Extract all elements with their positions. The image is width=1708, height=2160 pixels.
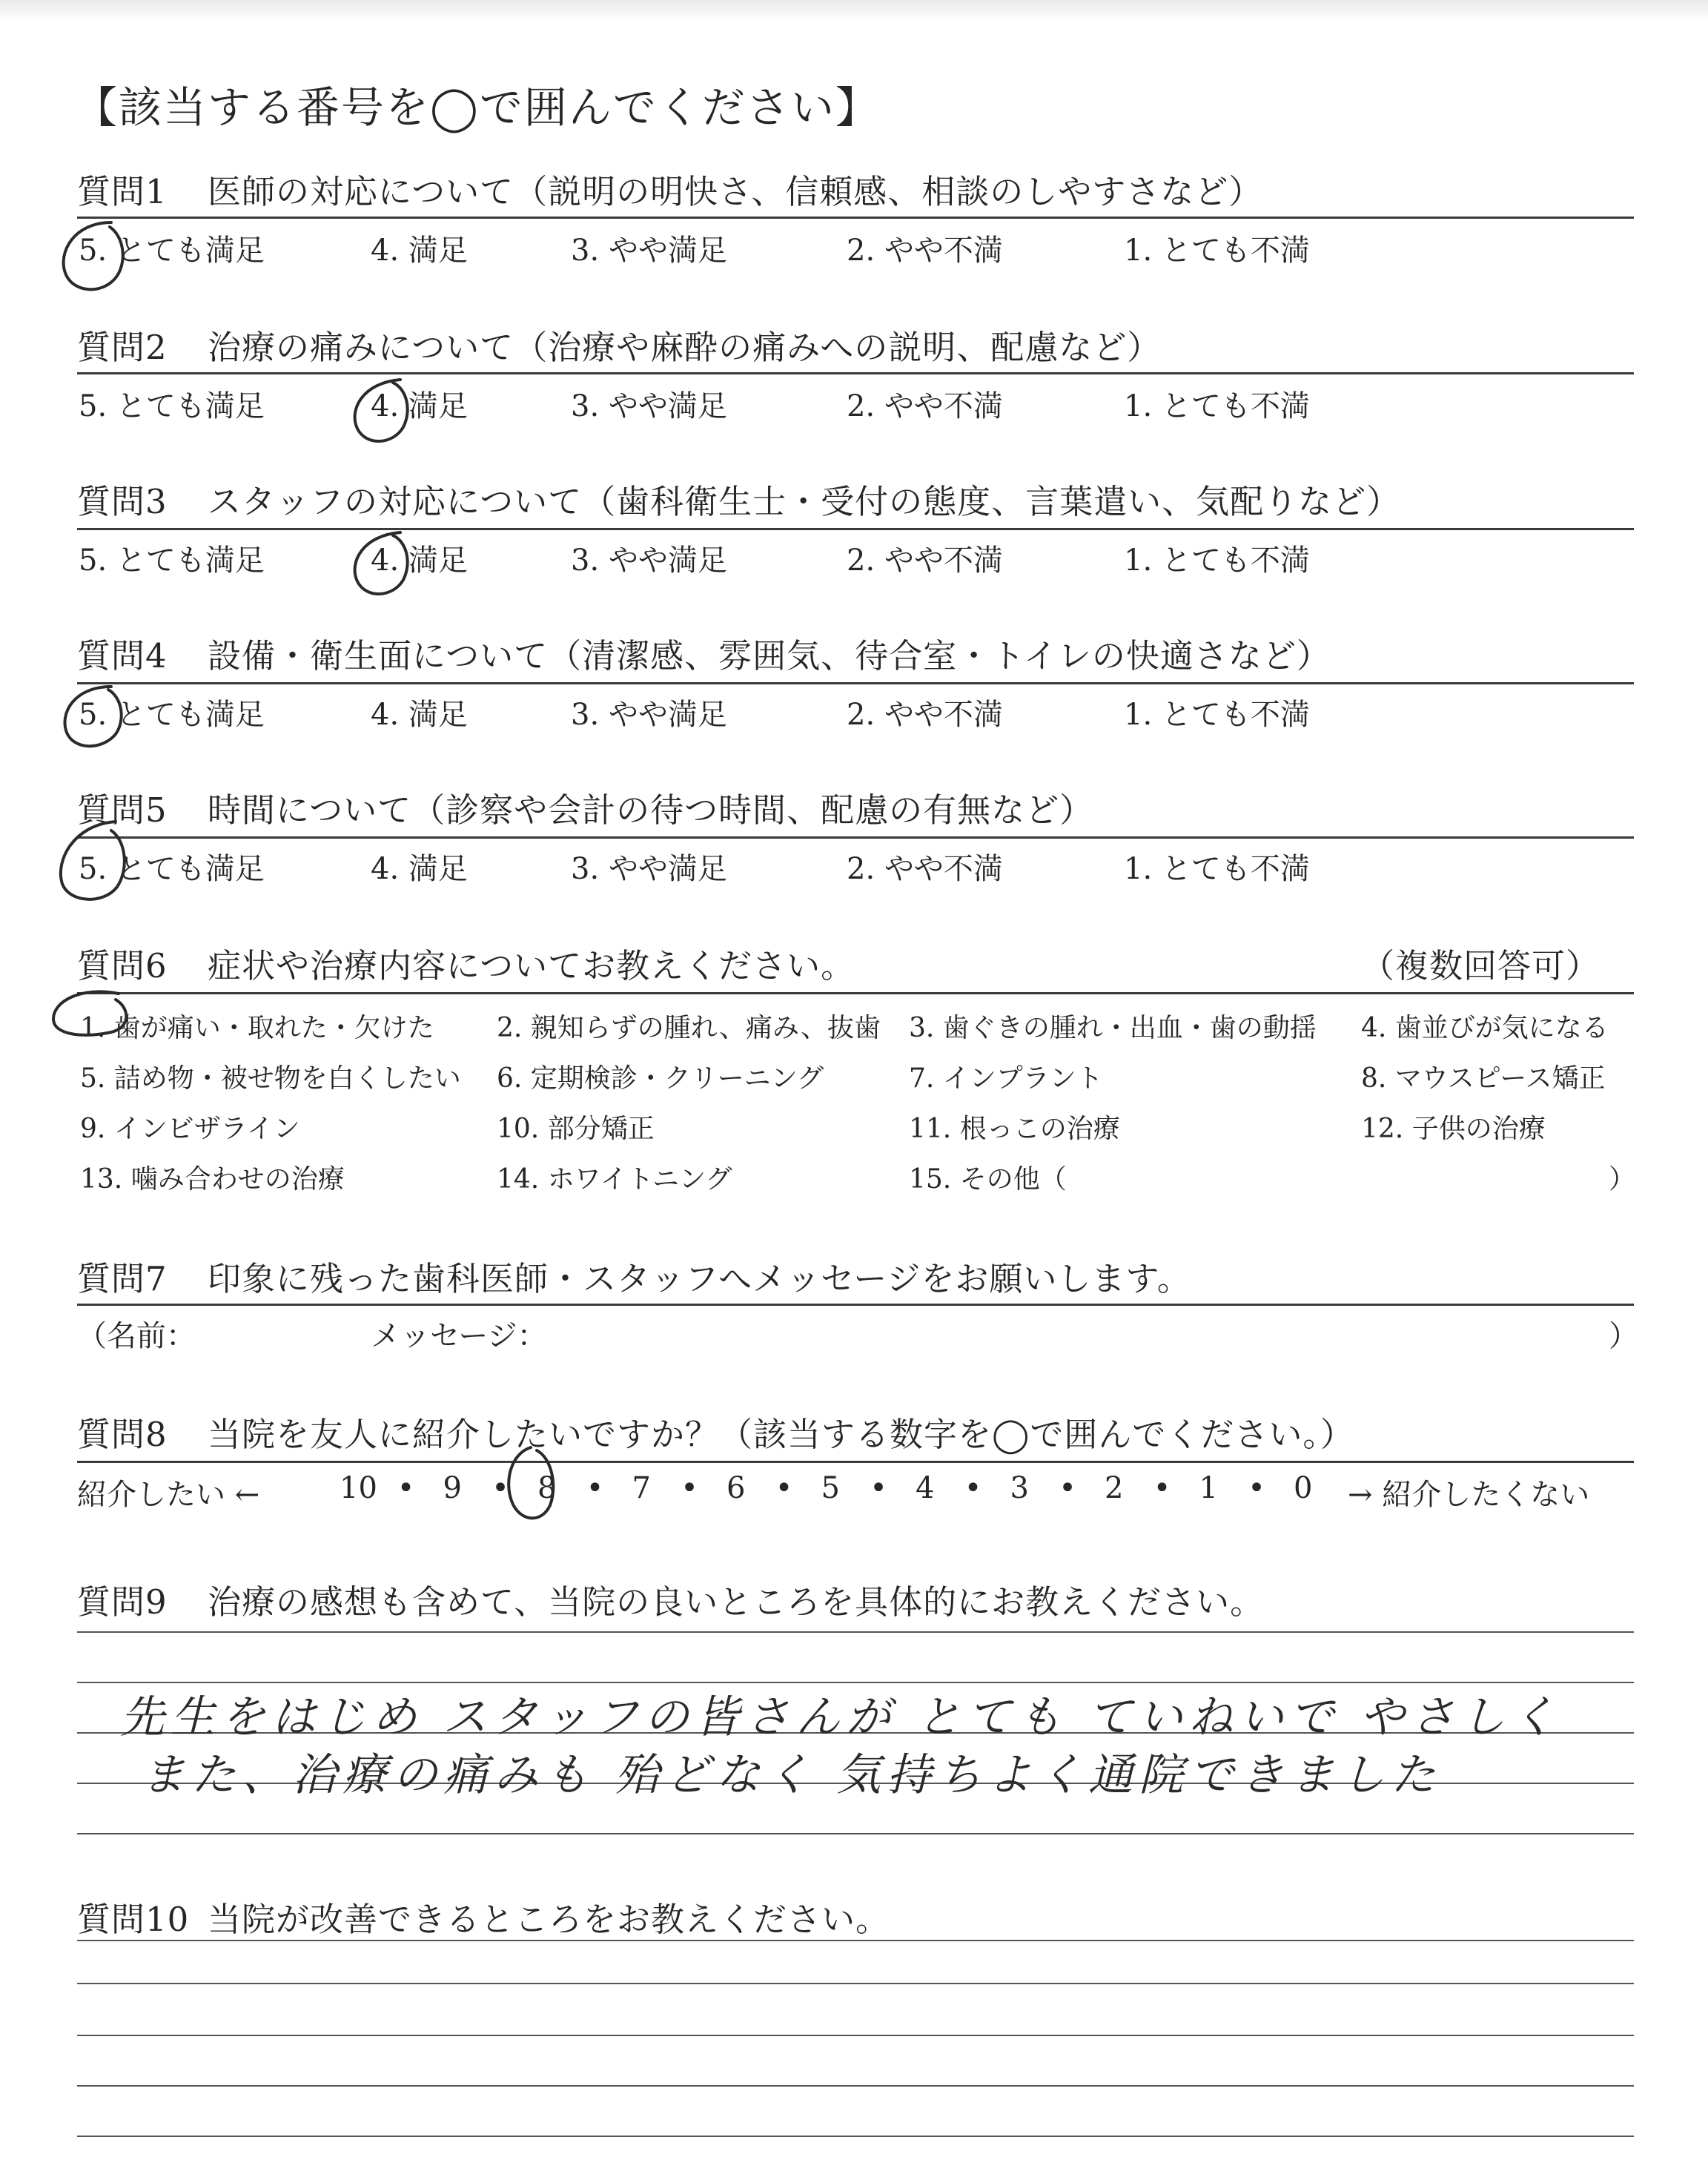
q8-scale-separator: • (775, 1471, 793, 1505)
q3-option-2[interactable]: 2. やや不満 (847, 544, 1003, 578)
q7-close-paren: ） (1609, 1319, 1638, 1353)
q3-text: スタッフの対応について（歯科衛生士・受付の態度、言葉遣い、気配りなど） (208, 482, 1401, 521)
q8-text: 当院を友人に紹介したいですか？（該当する数字を◯で囲んでください。） (208, 1415, 1354, 1454)
q8-scale-separator: • (681, 1471, 698, 1505)
q8-right-label: → 紹介したくない (1348, 1478, 1590, 1512)
q5-option-2[interactable]: 2. やや不満 (847, 852, 1003, 886)
q8-scale-8[interactable]: 8 (537, 1471, 557, 1505)
q8-scale-6[interactable]: 6 (726, 1471, 746, 1505)
q4-option-3[interactable]: 3. やや満足 (571, 698, 727, 732)
q10-text: 当院が改善できるところをお教えください。 (208, 1900, 890, 1939)
q3-number: 質問3 (77, 482, 168, 521)
q9-number: 質問9 (77, 1582, 168, 1622)
q8-selection-circle (509, 1447, 553, 1518)
q6-option-14[interactable]: 14. ホワイトニング (497, 1164, 732, 1195)
q4-option-2[interactable]: 2. やや不満 (847, 698, 1003, 732)
q6-number: 質問6 (77, 946, 168, 985)
q6-option-4[interactable]: 4. 歯並びが気になる (1361, 1013, 1609, 1043)
q2-option-3[interactable]: 3. やや満足 (571, 389, 727, 423)
q6-option-7[interactable]: 7. インプラント (909, 1063, 1103, 1094)
q2-option-4[interactable]: 4. 満足 (371, 389, 468, 423)
q6-option-1[interactable]: 1. 歯が痛い・取れた・欠けた (80, 1013, 434, 1043)
q1-selection-circle (64, 222, 123, 289)
q8-scale-5[interactable]: 5 (821, 1471, 840, 1505)
q3-option-5[interactable]: 5. とても満足 (79, 544, 265, 578)
page-title: 【該当する番号を◯で囲んでください】 (74, 82, 880, 133)
q6-option-11[interactable]: 11. 根っこの治療 (909, 1114, 1120, 1144)
q1-option-3[interactable]: 3. やや満足 (571, 234, 727, 268)
q6-option-2[interactable]: 2. 親知らずの腫れ、痛み、抜歯 (497, 1013, 881, 1043)
q4-option-4[interactable]: 4. 満足 (371, 698, 468, 732)
q8-number: 質問8 (77, 1415, 168, 1454)
q7-text: 印象に残った歯科医師・スタッフへメッセージをお願いします。 (208, 1259, 1191, 1298)
q8-scale-4[interactable]: 4 (916, 1471, 935, 1505)
q9-answer-line-2[interactable]: また、治療の痛みも 殆どなく 気持ちよく通院できました (141, 1749, 1442, 1801)
q2-number: 質問2 (77, 328, 168, 367)
q1-option-1[interactable]: 1. とても不満 (1124, 234, 1310, 268)
q6-text: 症状や治療内容についてお教えください。 (208, 946, 855, 985)
q3-option-1[interactable]: 1. とても不満 (1124, 544, 1310, 578)
q8-scale-2[interactable]: 2 (1105, 1471, 1124, 1505)
q6-selection-circle (53, 991, 126, 1034)
q6-option-5[interactable]: 5. 詰め物・被せ物を白くしたい (80, 1063, 461, 1094)
q4-selection-circle (65, 687, 122, 746)
q2-text: 治療の痛みについて（治療や麻酔の痛みへの説明、配慮など） (208, 328, 1162, 367)
q5-option-1[interactable]: 1. とても不満 (1124, 852, 1310, 886)
q8-scale-0[interactable]: 0 (1294, 1471, 1313, 1505)
q8-scale-1[interactable]: 1 (1199, 1471, 1218, 1505)
q8-scale-separator: • (870, 1471, 887, 1505)
q1-option-4[interactable]: 4. 満足 (371, 234, 468, 268)
q7-message-label: メッセージ： (371, 1319, 547, 1353)
q8-left-label: 紹介したい ← (77, 1478, 260, 1512)
q8-scale-7[interactable]: 7 (632, 1471, 651, 1505)
q6-option-3[interactable]: 3. 歯ぐきの腫れ・出血・歯の動揺 (909, 1013, 1317, 1043)
q9-text: 治療の感想も含めて、当院の良いところを具体的にお教えください。 (208, 1582, 1265, 1622)
q8-scale-separator: • (586, 1471, 604, 1505)
q4-number: 質問4 (77, 636, 168, 676)
q9-answer-line-1[interactable]: 先生をはじめ スタッフの皆さんが とても ていねいで やさしく (120, 1691, 1562, 1743)
q7-number: 質問7 (77, 1259, 168, 1298)
q6-note: （複数回答可） (1361, 946, 1601, 985)
q3-selection-circle (355, 532, 408, 594)
q4-text: 設備・衛生面について（清潔感、雰囲気、待合室・トイレの快適さなど） (208, 636, 1331, 676)
q8-scale-10[interactable]: 10 (340, 1471, 377, 1505)
q1-option-2[interactable]: 2. やや不満 (847, 234, 1003, 268)
q8-scale-separator: • (491, 1471, 509, 1505)
q8-scale-separator: • (964, 1471, 982, 1505)
q6-option-13[interactable]: 13. 噛み合わせの治療 (80, 1164, 345, 1195)
q8-scale-3[interactable]: 3 (1010, 1471, 1029, 1505)
q2-option-2[interactable]: 2. やや不満 (847, 389, 1003, 423)
q1-text: 医師の対応について（説明の明快さ、信頼感、相談のしやすさなど） (208, 172, 1263, 211)
q1-option-5[interactable]: 5. とても満足 (79, 234, 265, 268)
q8-scale-separator: • (1059, 1471, 1076, 1505)
q6-option-9[interactable]: 9. インビザライン (80, 1114, 300, 1144)
q8-scale-separator: • (1248, 1471, 1265, 1505)
q5-selection-circle (61, 822, 125, 899)
q3-option-4[interactable]: 4. 満足 (371, 544, 468, 578)
q5-option-5[interactable]: 5. とても満足 (79, 852, 265, 886)
q5-option-3[interactable]: 3. やや満足 (571, 852, 727, 886)
q6-other-close-paren: ） (1609, 1164, 1636, 1195)
q4-option-5[interactable]: 5. とても満足 (79, 698, 265, 732)
q6-option-15[interactable]: 15. その他（ (909, 1164, 1067, 1195)
q4-option-1[interactable]: 1. とても不満 (1124, 698, 1310, 732)
q2-option-1[interactable]: 1. とても不満 (1124, 389, 1310, 423)
q6-option-8[interactable]: 8. マウスピース矯正 (1361, 1063, 1606, 1094)
q2-selection-circle (355, 380, 408, 441)
q5-option-4[interactable]: 4. 満足 (371, 852, 468, 886)
q6-option-12[interactable]: 12. 子供の治療 (1361, 1114, 1546, 1144)
q8-scale-separator: • (1153, 1471, 1171, 1505)
q6-option-10[interactable]: 10. 部分矯正 (497, 1114, 655, 1144)
q5-number: 質問5 (77, 790, 168, 830)
q2-option-5[interactable]: 5. とても満足 (79, 389, 265, 423)
q10-number: 質問10 (77, 1900, 190, 1939)
q5-text: 時間について（診察や会計の待つ時間、配慮の有無など） (208, 790, 1094, 830)
q6-option-6[interactable]: 6. 定期検診・クリーニング (497, 1063, 824, 1094)
q3-option-3[interactable]: 3. やや満足 (571, 544, 727, 578)
q1-number: 質問1 (77, 172, 168, 211)
q8-scale-separator: • (397, 1471, 415, 1505)
q8-scale-9[interactable]: 9 (443, 1471, 462, 1505)
q7-name-label: （名前： (77, 1319, 196, 1353)
